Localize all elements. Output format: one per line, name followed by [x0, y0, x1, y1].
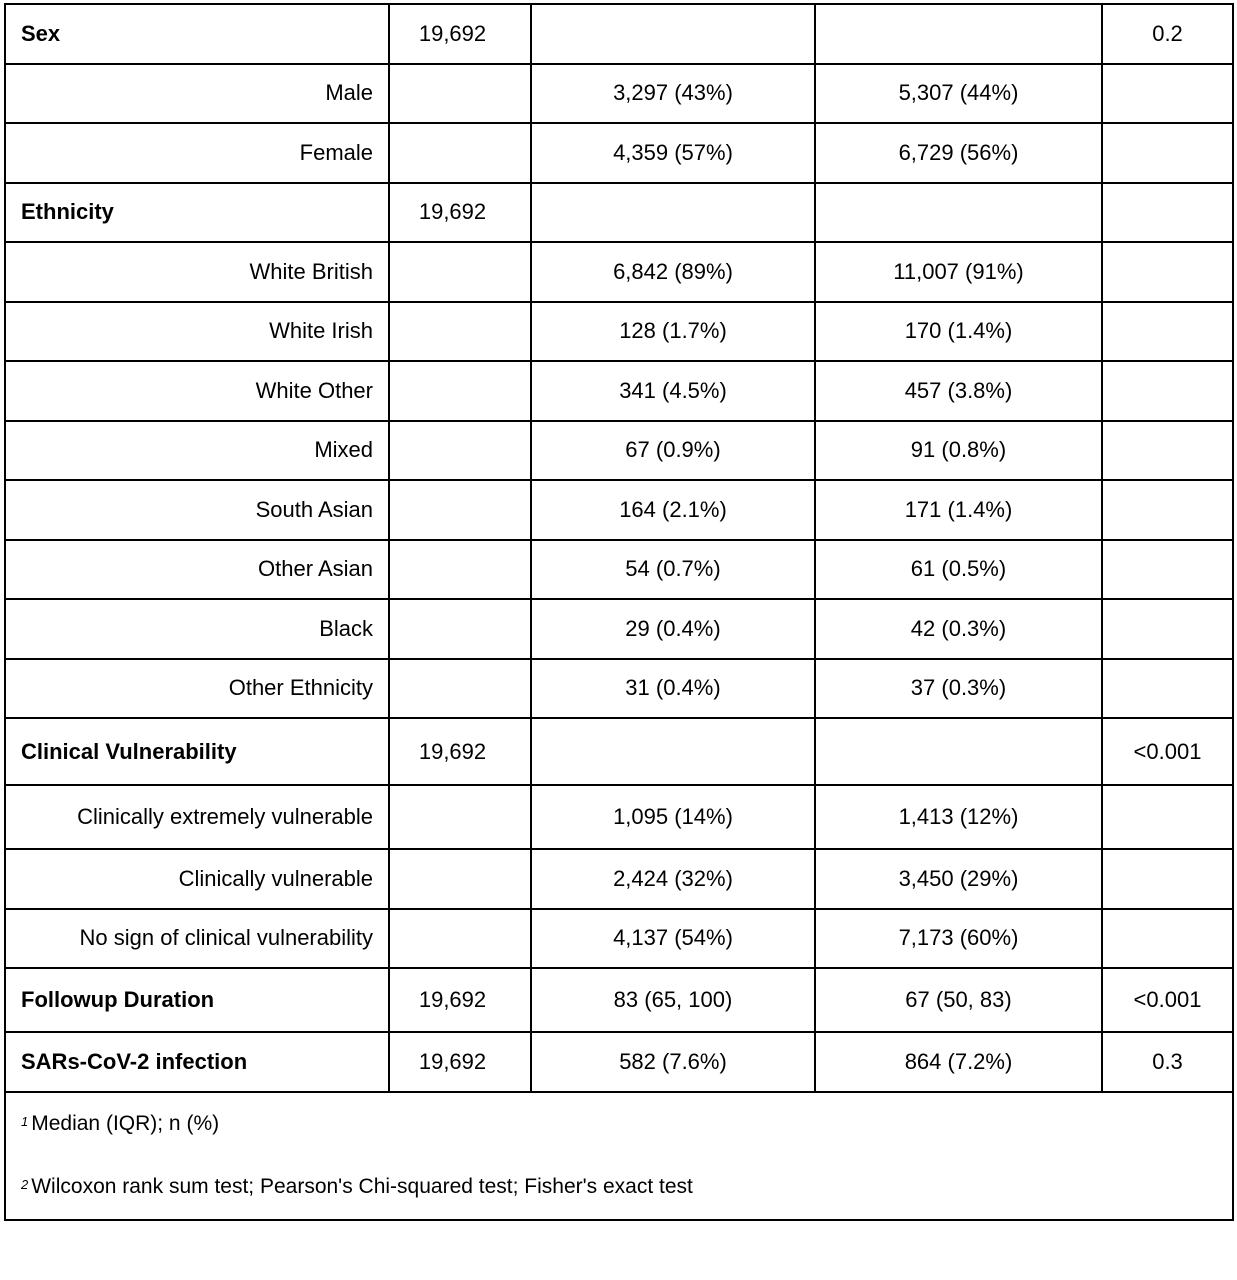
row-group-2-value: 3,450 (29%): [815, 849, 1102, 909]
row-group-1-value: 1,095 (14%): [531, 785, 815, 849]
row-p-value: [1102, 123, 1233, 183]
row-label: Clinical Vulnerability: [5, 718, 389, 785]
row-p-value: [1102, 183, 1233, 243]
row-group-1-value: 164 (2.1%): [531, 480, 815, 540]
row-group-2-value: 67 (50, 83): [815, 968, 1102, 1032]
table-row-level: [5, 659, 1233, 719]
row-group-2-value: 37 (0.3%): [815, 659, 1102, 719]
footnote-2: [21, 1156, 1217, 1219]
row-n: [389, 599, 531, 659]
table-row-level: [5, 480, 1233, 540]
footnote-1: [21, 1093, 1217, 1156]
row-group-2-value: [815, 183, 1102, 243]
row-group-1-value: 4,359 (57%): [531, 123, 815, 183]
row-group-2-value: 171 (1.4%): [815, 480, 1102, 540]
row-group-2-value: 5,307 (44%): [815, 64, 1102, 124]
row-group-1-value: [531, 4, 815, 64]
row-group-1-value: 2,424 (32%): [531, 849, 815, 909]
row-group-2-value: 457 (3.8%): [815, 361, 1102, 421]
table-row-variable: [5, 1032, 1233, 1092]
row-group-1-value: 341 (4.5%): [531, 361, 815, 421]
row-group-2-value: 91 (0.8%): [815, 421, 1102, 481]
row-group-2-value: [815, 718, 1102, 785]
row-p-value: [1102, 361, 1233, 421]
row-label: White Irish: [5, 302, 389, 362]
row-group-1-value: 128 (1.7%): [531, 302, 815, 362]
row-n: [389, 64, 531, 124]
row-group-1-value: 67 (0.9%): [531, 421, 815, 481]
row-n: [389, 421, 531, 481]
table-row-level: [5, 540, 1233, 600]
row-group-1-value: 31 (0.4%): [531, 659, 815, 719]
row-group-2-value: 7,173 (60%): [815, 909, 1102, 969]
row-label: Other Asian: [5, 540, 389, 600]
row-label: No sign of clinical vulnerability: [5, 909, 389, 969]
row-n: 19,692: [389, 1032, 531, 1092]
row-group-1-value: 3,297 (43%): [531, 64, 815, 124]
row-n: [389, 302, 531, 362]
table-row-level: [5, 909, 1233, 969]
footnote-2-mark: 2: [21, 1176, 29, 1192]
table-row-level: [5, 242, 1233, 302]
row-n: [389, 540, 531, 600]
row-n: [389, 909, 531, 969]
table-row-level: [5, 123, 1233, 183]
row-p-value: [1102, 421, 1233, 481]
row-p-value: <0.001: [1102, 968, 1233, 1032]
footnotes-cell: [5, 1092, 1233, 1220]
row-n: [389, 659, 531, 719]
table-row-level: [5, 64, 1233, 124]
footnote-1-mark: 1: [21, 1113, 29, 1129]
table-row-level: [5, 421, 1233, 481]
row-label: Male: [5, 64, 389, 124]
row-label: Clinically vulnerable: [5, 849, 389, 909]
row-group-1-value: 6,842 (89%): [531, 242, 815, 302]
row-p-value: [1102, 242, 1233, 302]
row-n: [389, 242, 531, 302]
row-p-value: [1102, 599, 1233, 659]
table-row-variable: [5, 183, 1233, 243]
table-row-level: [5, 361, 1233, 421]
table-row-level: [5, 785, 1233, 849]
table-row-variable: [5, 4, 1233, 64]
row-p-value: <0.001: [1102, 718, 1233, 785]
table-row-level: [5, 849, 1233, 909]
row-label: South Asian: [5, 480, 389, 540]
row-group-2-value: 1,413 (12%): [815, 785, 1102, 849]
row-group-1-value: 83 (65, 100): [531, 968, 815, 1032]
row-group-2-value: 6,729 (56%): [815, 123, 1102, 183]
table-body: [5, 4, 1233, 1092]
row-n: [389, 123, 531, 183]
summary-table: [4, 3, 1234, 1221]
row-p-value: 0.3: [1102, 1032, 1233, 1092]
row-label: Ethnicity: [5, 183, 389, 243]
row-n: 19,692: [389, 4, 531, 64]
row-label: SARs-CoV-2 infection: [5, 1032, 389, 1092]
row-group-2-value: [815, 4, 1102, 64]
row-group-1-value: 54 (0.7%): [531, 540, 815, 600]
row-n: 19,692: [389, 183, 531, 243]
row-n: [389, 849, 531, 909]
row-label: White British: [5, 242, 389, 302]
row-group-1-value: 4,137 (54%): [531, 909, 815, 969]
footnote-row: [5, 1092, 1233, 1220]
row-group-1-value: [531, 718, 815, 785]
row-label: Sex: [5, 4, 389, 64]
row-label: Followup Duration: [5, 968, 389, 1032]
row-p-value: [1102, 302, 1233, 362]
row-p-value: [1102, 64, 1233, 124]
row-label: White Other: [5, 361, 389, 421]
row-n: [389, 480, 531, 540]
row-p-value: [1102, 785, 1233, 849]
row-p-value: [1102, 849, 1233, 909]
row-group-1-value: 29 (0.4%): [531, 599, 815, 659]
row-group-2-value: 61 (0.5%): [815, 540, 1102, 600]
row-label: Black: [5, 599, 389, 659]
row-p-value: 0.2: [1102, 4, 1233, 64]
row-n: [389, 361, 531, 421]
row-p-value: [1102, 909, 1233, 969]
row-group-2-value: 170 (1.4%): [815, 302, 1102, 362]
row-p-value: [1102, 540, 1233, 600]
table-row-variable: [5, 968, 1233, 1032]
row-group-1-value: [531, 183, 815, 243]
row-group-2-value: 864 (7.2%): [815, 1032, 1102, 1092]
row-label: Clinically extremely vulnerable: [5, 785, 389, 849]
row-group-1-value: 582 (7.6%): [531, 1032, 815, 1092]
row-n: [389, 785, 531, 849]
table-row-level: [5, 599, 1233, 659]
row-label: Female: [5, 123, 389, 183]
row-group-2-value: 42 (0.3%): [815, 599, 1102, 659]
row-p-value: [1102, 480, 1233, 540]
table-row-level: [5, 302, 1233, 362]
footnote-2-text: Wilcoxon rank sum test; Pearson's Chi-squared test; Fisher's exact test: [31, 1175, 693, 1198]
row-label: Mixed: [5, 421, 389, 481]
row-group-2-value: 11,007 (91%): [815, 242, 1102, 302]
row-p-value: [1102, 659, 1233, 719]
row-n: 19,692: [389, 718, 531, 785]
table-row-variable: [5, 718, 1233, 785]
row-label: Other Ethnicity: [5, 659, 389, 719]
footnote-1-text: Median (IQR); n (%): [31, 1112, 220, 1135]
row-n: 19,692: [389, 968, 531, 1032]
